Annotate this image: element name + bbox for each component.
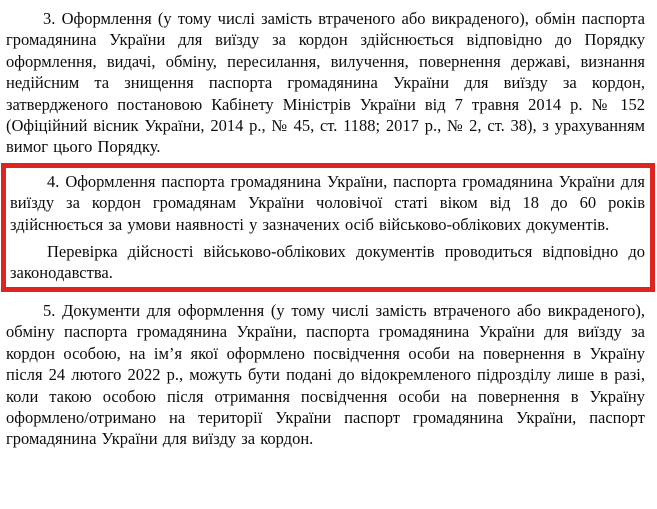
paragraph-5: 5. Документи для оформлення (у тому числі замість втраченого або викраденого), обміну паспорта громадянина України, паспорта громадянина України для виїзду за кордон особою, на ім’я якої оформлено посвідчення особи на повернення в Україну після 24 лютого 2022 р., можуть бути подані до відокремленого підрозділу лише в разі, коли такою особою після отримання посвідчення особи на повернення в Україну оформлено/отримано на території України паспорт громадянина України, паспорт громадянина України для виїзду за кордон. <box>6 300 645 449</box>
red-highlight-box <box>1 163 655 292</box>
paragraph-3: 3. Оформлення (у тому числі замість втраченого або викраденого), обмін паспорта громадянина України для виїзду за кордон здійснюється відповідно до Порядку оформлення, видачі, обміну, пересилання, вилучення, повернення державі, визнання недійсним та знищення паспорта громадянина України для виїзду за кордон, затвердженого постановою Кабінету Міністрів України від 7 травня 2014 р. № 152 (Офіційний вісник України, 2014 р., № 45, ст. 1188; 2017 р., № 2, ст. 38), з урахуванням вимог цього Порядку. <box>6 9 645 157</box>
paragraph-4-main: 4. Оформлення паспорта громадянина України, паспорта громадянина України для виїзду за кордон громадянам України чоловічої статі віком від 18 до 60 років здійснюється за умови наявності у зазначених осіб військово-облікових документів. <box>10 171 645 234</box>
paragraph-4-verification: Перевірка дійсності військово-облікових документів проводиться відповідно до законодавства. <box>10 242 645 283</box>
